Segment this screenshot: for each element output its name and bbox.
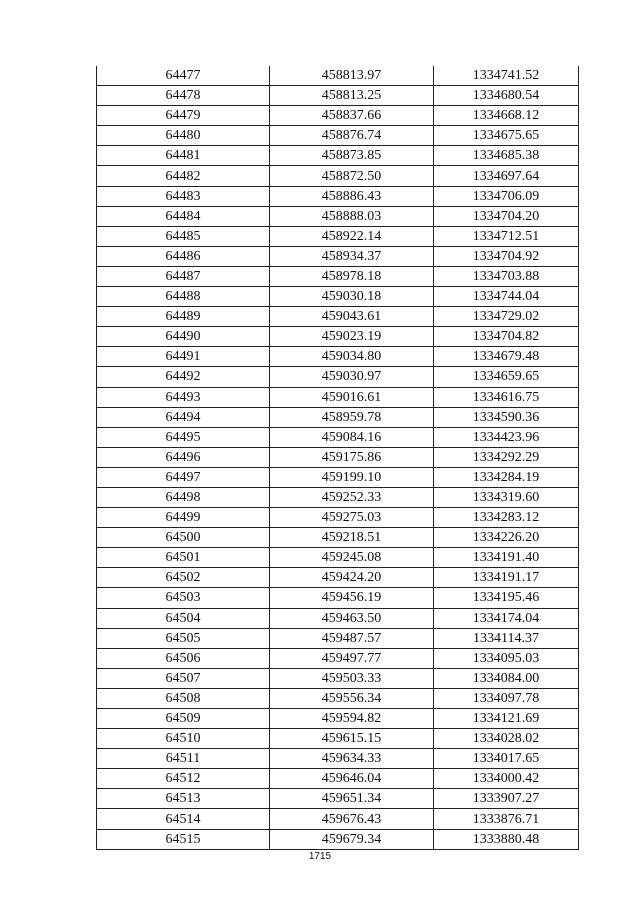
table-row xyxy=(97,588,579,608)
y-coordinate-cell: 1334703.88 xyxy=(434,266,579,286)
x-coordinate-cell: 459615.15 xyxy=(270,729,434,749)
x-coordinate-cell: 459034.80 xyxy=(270,347,434,367)
x-coordinate-cell: 459245.08 xyxy=(270,548,434,568)
table-row xyxy=(97,568,579,588)
point-id-cell: 64510 xyxy=(97,729,270,749)
point-id-cell: 64488 xyxy=(97,287,270,307)
y-coordinate-cell: 1334097.78 xyxy=(434,688,579,708)
point-id-cell: 64479 xyxy=(97,106,270,126)
table-row xyxy=(97,146,579,166)
table-row xyxy=(97,387,579,407)
x-coordinate-cell: 459646.04 xyxy=(270,769,434,789)
point-id-cell: 64493 xyxy=(97,387,270,407)
y-coordinate-cell: 1334590.36 xyxy=(434,407,579,427)
y-coordinate-cell: 1334095.03 xyxy=(434,648,579,668)
y-coordinate-cell: 1334191.40 xyxy=(434,548,579,568)
x-coordinate-cell: 459676.43 xyxy=(270,809,434,829)
x-coordinate-cell: 458888.03 xyxy=(270,206,434,226)
x-coordinate-cell: 459424.20 xyxy=(270,568,434,588)
table-row xyxy=(97,487,579,507)
point-id-cell: 64511 xyxy=(97,749,270,769)
table-row xyxy=(97,688,579,708)
y-coordinate-cell: 1334697.64 xyxy=(434,166,579,186)
table-row xyxy=(97,407,579,427)
x-coordinate-cell: 459084.16 xyxy=(270,427,434,447)
y-coordinate-cell: 1334195.46 xyxy=(434,588,579,608)
point-id-cell: 64506 xyxy=(97,648,270,668)
table-row xyxy=(97,106,579,126)
point-id-cell: 64513 xyxy=(97,789,270,809)
point-id-cell: 64498 xyxy=(97,487,270,507)
table-row xyxy=(97,367,579,387)
point-id-cell: 64481 xyxy=(97,146,270,166)
point-id-cell: 64500 xyxy=(97,528,270,548)
table-row xyxy=(97,729,579,749)
point-id-cell: 64486 xyxy=(97,246,270,266)
y-coordinate-cell: 1334659.65 xyxy=(434,367,579,387)
x-coordinate-cell: 459016.61 xyxy=(270,387,434,407)
point-id-cell: 64494 xyxy=(97,407,270,427)
point-id-cell: 64480 xyxy=(97,126,270,146)
x-coordinate-cell: 459463.50 xyxy=(270,608,434,628)
x-coordinate-cell: 458872.50 xyxy=(270,166,434,186)
coordinates-table xyxy=(96,66,579,850)
page-number: 1715 xyxy=(308,851,332,862)
table-row xyxy=(97,206,579,226)
point-id-cell: 64477 xyxy=(97,66,270,86)
point-id-cell: 64491 xyxy=(97,347,270,367)
x-coordinate-cell: 459199.10 xyxy=(270,467,434,487)
x-coordinate-cell: 458934.37 xyxy=(270,246,434,266)
y-coordinate-cell: 1334685.38 xyxy=(434,146,579,166)
y-coordinate-cell: 1334679.48 xyxy=(434,347,579,367)
y-coordinate-cell: 1333907.27 xyxy=(434,789,579,809)
x-coordinate-cell: 459651.34 xyxy=(270,789,434,809)
y-coordinate-cell: 1334675.65 xyxy=(434,126,579,146)
table-row xyxy=(97,246,579,266)
x-coordinate-cell: 458886.43 xyxy=(270,186,434,206)
table-row xyxy=(97,166,579,186)
table-row xyxy=(97,769,579,789)
table-row xyxy=(97,628,579,648)
point-id-cell: 64497 xyxy=(97,467,270,487)
y-coordinate-cell: 1334423.96 xyxy=(434,427,579,447)
y-coordinate-cell: 1333880.48 xyxy=(434,829,579,849)
point-id-cell: 64484 xyxy=(97,206,270,226)
table-row xyxy=(97,789,579,809)
x-coordinate-cell: 459634.33 xyxy=(270,749,434,769)
y-coordinate-cell: 1334729.02 xyxy=(434,307,579,327)
y-coordinate-cell: 1334114.37 xyxy=(434,628,579,648)
x-coordinate-cell: 459594.82 xyxy=(270,709,434,729)
table-row xyxy=(97,709,579,729)
coordinates-table-body xyxy=(97,66,579,849)
table-row xyxy=(97,467,579,487)
y-coordinate-cell: 1334000.42 xyxy=(434,769,579,789)
point-id-cell: 64503 xyxy=(97,588,270,608)
x-coordinate-cell: 459487.57 xyxy=(270,628,434,648)
x-coordinate-cell: 459030.18 xyxy=(270,287,434,307)
point-id-cell: 64495 xyxy=(97,427,270,447)
table-row xyxy=(97,266,579,286)
y-coordinate-cell: 1334616.75 xyxy=(434,387,579,407)
y-coordinate-cell: 1334741.52 xyxy=(434,66,579,86)
table-row xyxy=(97,86,579,106)
y-coordinate-cell: 1334121.69 xyxy=(434,709,579,729)
x-coordinate-cell: 459043.61 xyxy=(270,307,434,327)
point-id-cell: 64512 xyxy=(97,769,270,789)
y-coordinate-cell: 1334744.04 xyxy=(434,287,579,307)
table-row xyxy=(97,186,579,206)
table-row xyxy=(97,508,579,528)
y-coordinate-cell: 1334283.12 xyxy=(434,508,579,528)
table-row xyxy=(97,829,579,849)
x-coordinate-cell: 458813.25 xyxy=(270,86,434,106)
x-coordinate-cell: 458922.14 xyxy=(270,226,434,246)
point-id-cell: 64502 xyxy=(97,568,270,588)
point-id-cell: 64507 xyxy=(97,668,270,688)
point-id-cell: 64490 xyxy=(97,327,270,347)
point-id-cell: 64501 xyxy=(97,548,270,568)
table-row xyxy=(97,327,579,347)
table-row xyxy=(97,287,579,307)
point-id-cell: 64487 xyxy=(97,266,270,286)
x-coordinate-cell: 459497.77 xyxy=(270,648,434,668)
x-coordinate-cell: 459679.34 xyxy=(270,829,434,849)
y-coordinate-cell: 1334706.09 xyxy=(434,186,579,206)
point-id-cell: 64505 xyxy=(97,628,270,648)
point-id-cell: 64492 xyxy=(97,367,270,387)
x-coordinate-cell: 458873.85 xyxy=(270,146,434,166)
x-coordinate-cell: 459503.33 xyxy=(270,668,434,688)
y-coordinate-cell: 1334284.19 xyxy=(434,467,579,487)
y-coordinate-cell: 1334704.20 xyxy=(434,206,579,226)
point-id-cell: 64514 xyxy=(97,809,270,829)
x-coordinate-cell: 458813.97 xyxy=(270,66,434,86)
table-row xyxy=(97,749,579,769)
table-row xyxy=(97,347,579,367)
point-id-cell: 64485 xyxy=(97,226,270,246)
x-coordinate-cell: 458876.74 xyxy=(270,126,434,146)
point-id-cell: 64483 xyxy=(97,186,270,206)
point-id-cell: 64489 xyxy=(97,307,270,327)
point-id-cell: 64504 xyxy=(97,608,270,628)
point-id-cell: 64478 xyxy=(97,86,270,106)
point-id-cell: 64509 xyxy=(97,709,270,729)
y-coordinate-cell: 1334319.60 xyxy=(434,487,579,507)
point-id-cell: 64499 xyxy=(97,508,270,528)
y-coordinate-cell: 1334084.00 xyxy=(434,668,579,688)
y-coordinate-cell: 1334191.17 xyxy=(434,568,579,588)
y-coordinate-cell: 1334704.82 xyxy=(434,327,579,347)
table-row xyxy=(97,307,579,327)
x-coordinate-cell: 458837.66 xyxy=(270,106,434,126)
table-row xyxy=(97,608,579,628)
table-row xyxy=(97,427,579,447)
table-row xyxy=(97,528,579,548)
table-row xyxy=(97,66,579,86)
y-coordinate-cell: 1334028.02 xyxy=(434,729,579,749)
point-id-cell: 64496 xyxy=(97,447,270,467)
table-row xyxy=(97,668,579,688)
table-row xyxy=(97,126,579,146)
table-row xyxy=(97,809,579,829)
y-coordinate-cell: 1334292.29 xyxy=(434,447,579,467)
table-row xyxy=(97,447,579,467)
point-id-cell: 64515 xyxy=(97,829,270,849)
x-coordinate-cell: 459023.19 xyxy=(270,327,434,347)
y-coordinate-cell: 1334668.12 xyxy=(434,106,579,126)
y-coordinate-cell: 1334174.04 xyxy=(434,608,579,628)
x-coordinate-cell: 459175.86 xyxy=(270,447,434,467)
x-coordinate-cell: 458959.78 xyxy=(270,407,434,427)
y-coordinate-cell: 1334704.92 xyxy=(434,246,579,266)
y-coordinate-cell: 1333876.71 xyxy=(434,809,579,829)
x-coordinate-cell: 459030.97 xyxy=(270,367,434,387)
x-coordinate-cell: 459556.34 xyxy=(270,688,434,708)
x-coordinate-cell: 459275.03 xyxy=(270,508,434,528)
table-row xyxy=(97,648,579,668)
y-coordinate-cell: 1334017.65 xyxy=(434,749,579,769)
x-coordinate-cell: 458978.18 xyxy=(270,266,434,286)
table-row xyxy=(97,548,579,568)
table-row xyxy=(97,226,579,246)
x-coordinate-cell: 459252.33 xyxy=(270,487,434,507)
y-coordinate-cell: 1334226.20 xyxy=(434,528,579,548)
x-coordinate-cell: 459218.51 xyxy=(270,528,434,548)
point-id-cell: 64482 xyxy=(97,166,270,186)
point-id-cell: 64508 xyxy=(97,688,270,708)
x-coordinate-cell: 459456.19 xyxy=(270,588,434,608)
y-coordinate-cell: 1334712.51 xyxy=(434,226,579,246)
y-coordinate-cell: 1334680.54 xyxy=(434,86,579,106)
